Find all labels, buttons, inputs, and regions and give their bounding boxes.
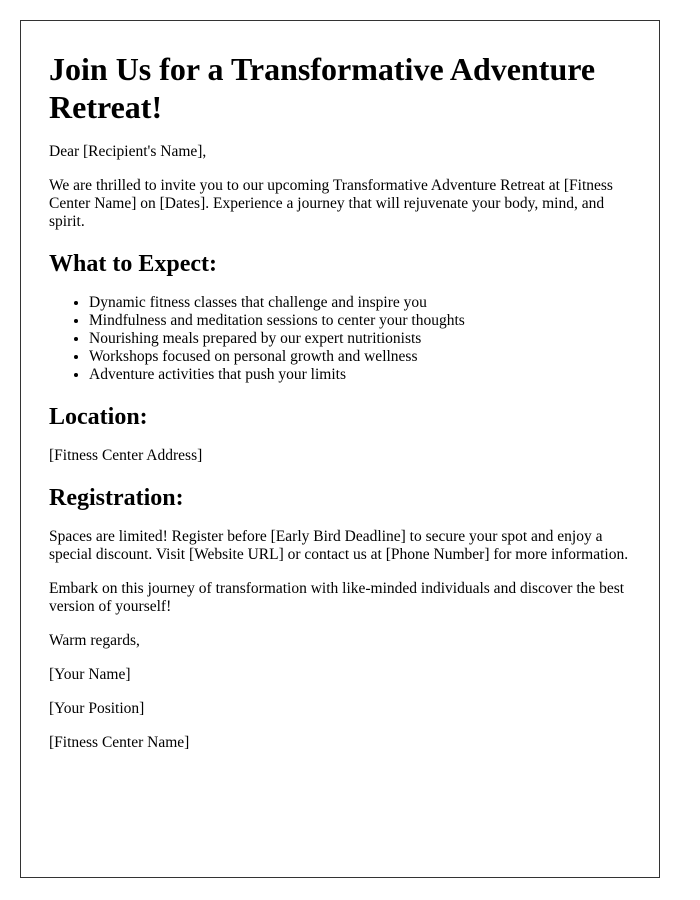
- signature-center: [Fitness Center Name]: [49, 734, 190, 751]
- intro-paragraph: We are thrilled to invite you to our upcoming Transformative Adventure Retreat at [Fitness Center Name] on [Dates]. Experience a journey that will rejuvenate your body, mind, and spirit.: [49, 177, 613, 230]
- signature-name: [Your Name]: [49, 666, 131, 683]
- expect-heading: What to Expect:: [49, 251, 217, 277]
- expect-list: [49, 294, 631, 384]
- location-address: [Fitness Center Address]: [49, 447, 203, 464]
- list-item: • Mindfulness and meditation sessions to center your thoughts: [89, 312, 631, 330]
- list-item: • Adventure activities that push your limits: [89, 366, 631, 384]
- invitation-letter: [20, 20, 660, 878]
- registration-text: Spaces are limited! Register before [Early Bird Deadline] to secure your spot and enjoy a special discount. Visit [Website URL] or contact us at [Phone Number] for more information.: [49, 528, 629, 563]
- signature-position: [Your Position]: [49, 700, 145, 717]
- greeting: Dear [Recipient's Name],: [49, 143, 207, 160]
- registration-heading: Registration:: [49, 485, 184, 511]
- list-item: • Nourishing meals prepared by our expert nutritionists: [89, 330, 631, 348]
- closing-paragraph: Embark on this journey of transformation with like-minded individuals and discover the best version of yourself!: [49, 580, 625, 615]
- signoff: Warm regards,: [49, 632, 140, 649]
- list-item: • Dynamic fitness classes that challenge and inspire you: [89, 294, 631, 312]
- letter-title: Join Us for a Transformative Adventure Retreat!: [49, 51, 596, 125]
- list-item: • Workshops focused on personal growth and wellness: [89, 348, 631, 366]
- location-heading: Location:: [49, 404, 148, 430]
